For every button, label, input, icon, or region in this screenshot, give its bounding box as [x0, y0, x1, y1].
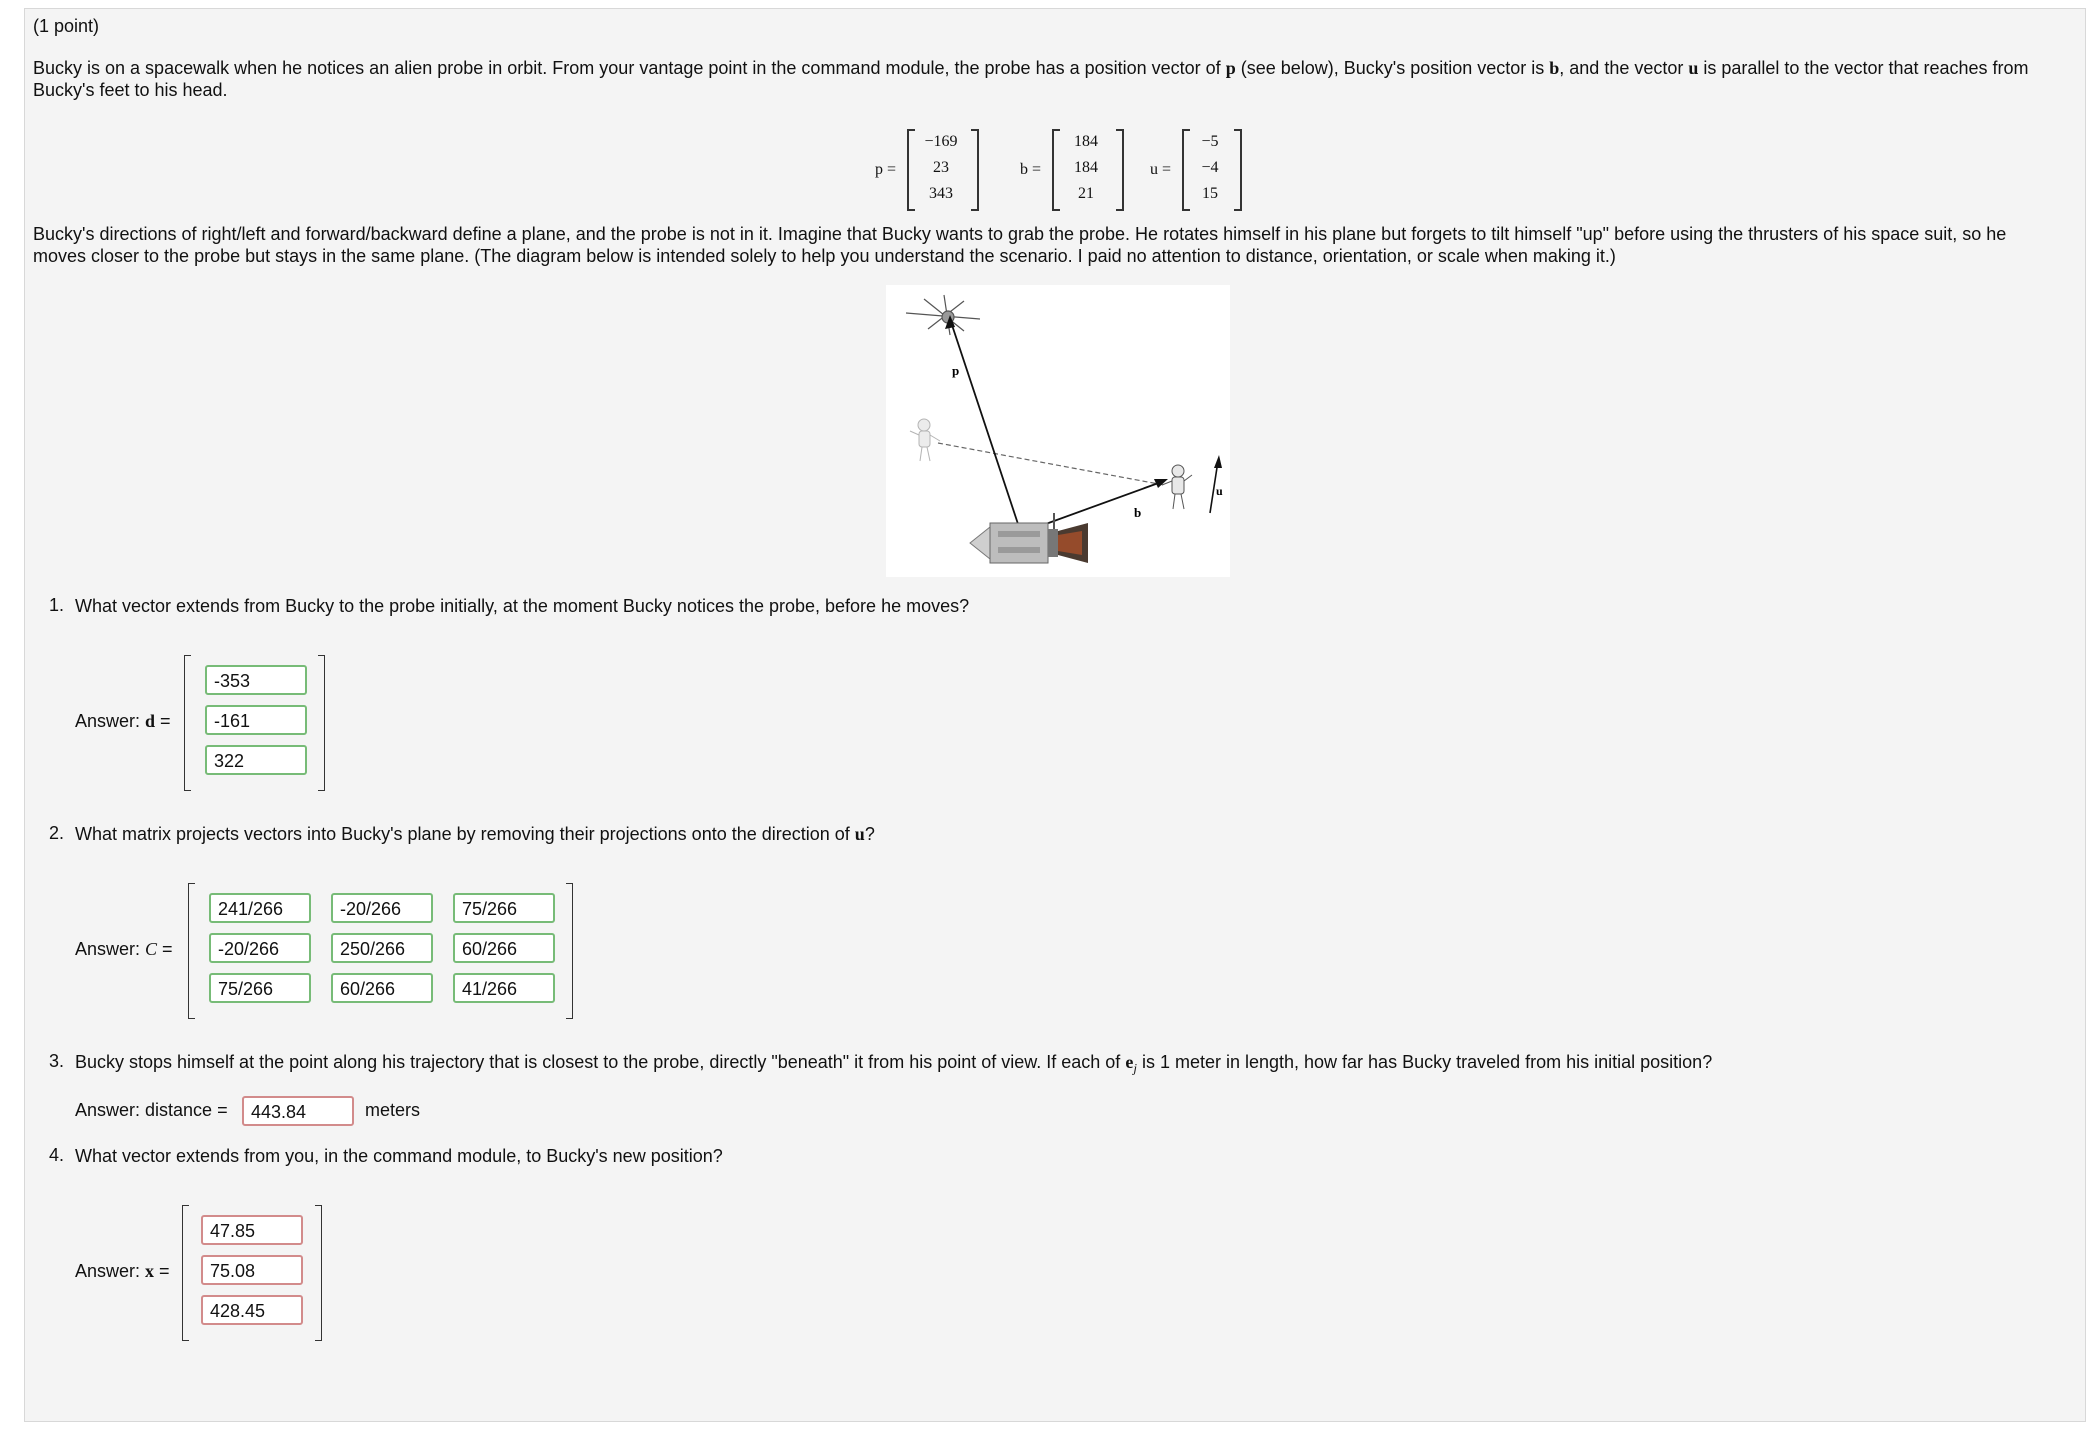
- scenario-diagram: [886, 285, 1230, 577]
- bracket-left: [184, 655, 191, 791]
- question-1-text: What vector extends from Bucky to the probe initially, at the moment Bucky notices the probe, before he moves?: [75, 596, 970, 616]
- q2-matrix-input[interactable]: 241/266: [209, 893, 311, 923]
- bracket-right: [566, 883, 573, 1019]
- diagram-label-u: u: [1216, 484, 1223, 498]
- scenario-line-1: Bucky's directions of right/left and forward/backward define a plane, and the probe is not in it. Imagine that Bucky wants to grab the probe. He rotates himself in his plane but forgets to tilt himself "up" before using the thrusters of his space suit, so he: [33, 224, 2007, 244]
- vector-b-label: b =: [1020, 161, 1042, 178]
- question-2-text: What matrix projects vectors into Bucky's plane by removing their projections onto the direction of u?: [75, 824, 875, 844]
- command-module-icon: [970, 513, 1088, 563]
- vector-p-arrow: [950, 319, 1021, 533]
- bracket-right: [315, 1205, 322, 1341]
- q2-matrix-input[interactable]: 75/266: [209, 973, 311, 1003]
- points-label: (1 point): [33, 16, 100, 36]
- q1-answer-label: Answer: d =: [75, 711, 171, 731]
- problem-panel: [24, 8, 2086, 1422]
- scenario-line-2: moves closer to the probe but stays in the same plane. (The diagram below is intended solely to help you understand the scenario. I paid no attention to distance, orientation, or scale when making it.): [33, 246, 1616, 266]
- q2-matrix-input[interactable]: -20/266: [209, 933, 311, 963]
- vector-u: [1150, 127, 1270, 213]
- vector-u-value: −4: [1201, 159, 1219, 176]
- q1-answer-input-2[interactable]: -161: [205, 705, 307, 735]
- q1-answer-input-3[interactable]: 322: [205, 745, 307, 775]
- question-3-text: Bucky stops himself at the point along his trajectory that is closest to the probe, directly "beneath" it from his point of view. If each of $e_j$ is 1 meter in length, how far has Bucky traveled from his initial position?: [75, 1052, 1713, 1076]
- bracket-left: [182, 1205, 189, 1341]
- bracket-right: [1116, 129, 1124, 211]
- question-2-number: 2.: [49, 823, 65, 843]
- question-4-text: What vector extends from you, in the command module, to Bucky's new position?: [75, 1146, 723, 1166]
- trajectory-line: [938, 443, 1164, 485]
- arrowhead-icon: [1214, 455, 1222, 468]
- bracket-right: [1234, 129, 1242, 211]
- q4-answer-input-1[interactable]: 47.85: [201, 1215, 303, 1245]
- diagram-label-b: b: [1134, 505, 1142, 520]
- q2-answer-label: Answer: C =: [75, 939, 173, 959]
- vector-p: [875, 127, 995, 213]
- vector-b-value: 184: [1074, 133, 1098, 150]
- q2-matrix-input[interactable]: -20/266: [331, 893, 433, 923]
- q2-matrix-input[interactable]: 60/266: [453, 933, 555, 963]
- question-3-number: 3.: [49, 1051, 65, 1071]
- vector-p-label: p =: [875, 161, 897, 178]
- q3-distance-input[interactable]: 443.84: [242, 1096, 354, 1126]
- bracket-right: [971, 129, 979, 211]
- vector-p-value: −169: [924, 133, 958, 150]
- question-4-number: 4.: [49, 1145, 65, 1165]
- q2-matrix-input[interactable]: 41/266: [453, 973, 555, 1003]
- q1-answer-input-1[interactable]: -353: [205, 665, 307, 695]
- alien-probe-icon: [906, 295, 980, 335]
- question-1-number: 1.: [49, 595, 65, 615]
- astronaut-bucky-icon: [1162, 465, 1192, 509]
- q3-answer-label: Answer: distance =: [75, 1100, 228, 1120]
- q4-answer-label: Answer: x =: [75, 1261, 170, 1281]
- vector-u-label: u =: [1150, 161, 1172, 178]
- intro-line-2: Bucky's feet to his head.: [33, 80, 228, 100]
- q4-answer-input-3[interactable]: 428.45: [201, 1295, 303, 1325]
- vector-b-value: 184: [1074, 159, 1098, 176]
- intro-line-1: Bucky is on a spacewalk when he notices an alien probe in orbit. From your vantage point in the command module, the probe has a position vector of p (see below), Bucky's position vector is b, and the vector u is parallel to the vector that reaches from: [33, 58, 2029, 78]
- q2-matrix-input[interactable]: 60/266: [331, 973, 433, 1003]
- bracket-right: [318, 655, 325, 791]
- bracket-left: [188, 883, 195, 1019]
- vector-b-value: 21: [1078, 185, 1094, 202]
- vector-p-value: 23: [933, 159, 949, 176]
- q3-unit-label: meters: [365, 1100, 421, 1120]
- q2-matrix-input[interactable]: 250/266: [331, 933, 433, 963]
- vector-u-value: 15: [1202, 185, 1218, 202]
- vector-p-value: 343: [929, 185, 953, 202]
- vector-u-value: −5: [1201, 133, 1219, 150]
- q4-answer-input-2[interactable]: 75.08: [201, 1255, 303, 1285]
- q2-matrix-input[interactable]: 75/266: [453, 893, 555, 923]
- astronaut-initial-icon: [910, 419, 940, 461]
- vector-b: [1020, 127, 1140, 213]
- diagram-label-p: p: [952, 363, 960, 378]
